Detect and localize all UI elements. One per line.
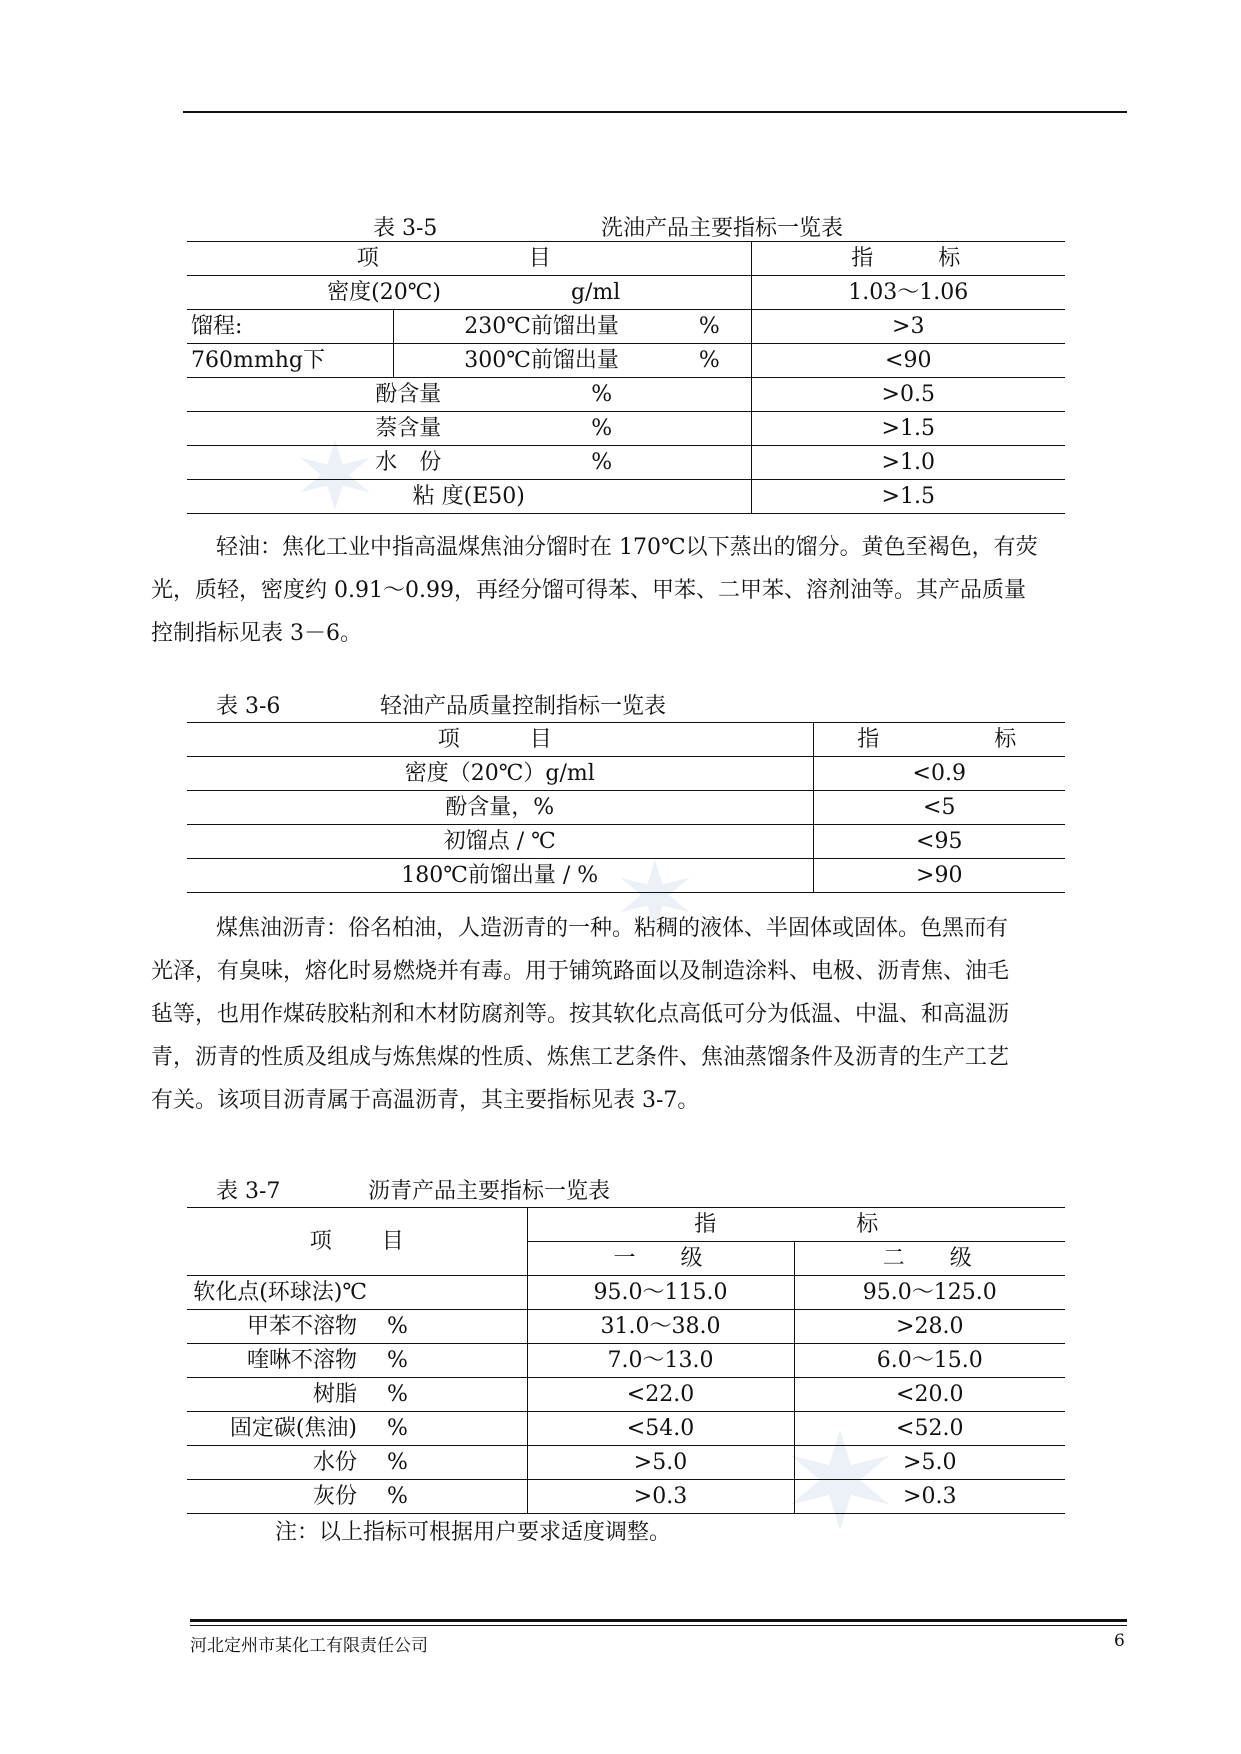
row-label: 软化点(环球法)℃ — [193, 1280, 367, 1305]
paragraph-light-oil — [151, 526, 1125, 655]
header-index: 指 标 — [527, 1208, 1065, 1242]
cell-value: 95.0～115.0 — [527, 1276, 794, 1310]
row-label: 树脂 — [312, 1382, 357, 1407]
table-number: 表 3-5 — [373, 216, 438, 241]
cell-value: >1.5 — [881, 416, 935, 441]
row-unit: % — [367, 1446, 527, 1480]
header-item: 项 目 — [187, 723, 813, 757]
text-line: 青，沥青的性质及组成与炼焦煤的性质、炼焦工艺条件、焦油蒸馏条件及沥青的生产工艺 — [151, 1045, 1010, 1070]
row-unit: % — [367, 1344, 527, 1378]
table-row: 萘含量 % — [187, 412, 751, 446]
header-index: 指 标 — [851, 246, 961, 271]
cell-value: 6.0～15.0 — [876, 1348, 983, 1373]
table-number: 表 3-6 — [216, 694, 281, 719]
cell-value: >0.3 — [903, 1484, 957, 1509]
header-grade-1: 一 级 — [527, 1242, 794, 1276]
table-row: 密度(20℃) g/ml — [187, 276, 751, 310]
cell-value: >0.5 — [881, 382, 935, 407]
header-item: 项 目 — [187, 1208, 527, 1276]
cell-value: <52.0 — [896, 1416, 964, 1441]
cell-value: 7.0～13.0 — [527, 1344, 794, 1378]
paragraph-pitch — [151, 907, 1125, 1122]
text-line: 控制指标见表 3－6。 — [151, 621, 362, 646]
table-title: 沥青产品主要指标一览表 — [368, 1179, 611, 1204]
text-line: 轻油：焦化工业中指高温煤焦油分馏时在 170℃以下蒸出的馏分。黄色至褐色，有荧 — [216, 535, 1038, 560]
text-line: 煤焦油沥青：俗名柏油，人造沥青的一种。粘稠的液体、半固体或固体。色黑而有 — [216, 916, 1009, 941]
cell-value: >5.0 — [903, 1450, 957, 1475]
text-line: 毡等，也用作煤砖胶粘剂和木材防腐剂等。按其软化点高低可分为低温、中温、和高温沥 — [151, 1002, 1010, 1027]
table-number: 表 3-7 — [216, 1179, 281, 1204]
cell-value: <0.9 — [912, 761, 966, 786]
page-number: 6 — [1114, 1631, 1125, 1651]
table-title: 轻油产品质量控制指标一览表 — [380, 694, 667, 719]
header-item: 项 目 — [187, 242, 751, 276]
header-rule — [183, 111, 1127, 113]
footer-rule — [190, 1619, 1127, 1622]
row-unit: % — [367, 1480, 527, 1514]
table-3-6 — [187, 722, 1065, 893]
table-row: 水 份 % — [187, 446, 751, 480]
row-unit — [367, 1276, 527, 1310]
header-index: 指 标 — [857, 727, 1017, 752]
row-unit: % — [367, 1378, 527, 1412]
table-row: 酚含量，% — [187, 791, 813, 825]
cell-value: <20.0 — [896, 1382, 964, 1407]
table-note: 注：以上指标可根据用户要求适度调整。 — [275, 1520, 672, 1545]
cell-value: >90 — [916, 863, 963, 888]
cell-value: 31.0～38.0 — [527, 1310, 794, 1344]
row-label: 固定碳(焦油) — [229, 1416, 357, 1441]
header-grade-2: 二 级 — [882, 1246, 972, 1271]
cell-value: <95 — [916, 829, 963, 854]
cell-value: 1.03～1.06 — [848, 280, 969, 305]
cell-value: <22.0 — [527, 1378, 794, 1412]
cell-value: 95.0～125.0 — [862, 1280, 997, 1305]
distillation-label: 馏程: — [187, 310, 393, 344]
cell-value: >1.5 — [881, 484, 935, 509]
cell-value: >1.0 — [881, 450, 935, 475]
cell-value: >3 — [892, 314, 925, 339]
table-title: 洗油产品主要指标一览表 — [601, 216, 844, 241]
table-3-5 — [187, 241, 1065, 514]
distillation-label: 760mmhg下 — [187, 344, 393, 378]
row-unit: % — [367, 1310, 527, 1344]
row-label: 水份 — [312, 1450, 357, 1475]
text-line: 光，质轻，密度约 0.91～0.99，再经分馏可得苯、甲苯、二甲苯、溶剂油等。其产品质量 — [151, 578, 1026, 603]
cell-value: >28.0 — [896, 1314, 964, 1339]
table-row: 粘 度(E50) — [187, 480, 751, 514]
row-label: 喹啉不溶物 — [246, 1348, 357, 1373]
footer-rule — [190, 1625, 1127, 1626]
cell-value: <5 — [923, 795, 956, 820]
cell-value: <90 — [751, 344, 1065, 378]
row-label: 灰份 — [312, 1484, 357, 1509]
table-row: 初馏点 / ℃ — [187, 825, 813, 859]
table-row: 300℃前馏出量 % — [393, 344, 751, 378]
text-line: 光泽，有臭味，熔化时易燃烧并有毒。用于铺筑路面以及制造涂料、电极、沥青焦、油毛 — [151, 959, 1010, 984]
table-row: 密度（20℃）g/ml — [187, 757, 813, 791]
table-row: 230℃前馏出量 % — [393, 310, 751, 344]
cell-value: >5.0 — [527, 1446, 794, 1480]
cell-value: <54.0 — [527, 1412, 794, 1446]
cell-value: >0.3 — [527, 1480, 794, 1514]
table-row: 酚含量 % — [187, 378, 751, 412]
table-3-7 — [187, 1207, 1065, 1514]
text-line: 有关。该项目沥青属于高温沥青，其主要指标见表 3-7。 — [151, 1088, 700, 1113]
row-label: 甲苯不溶物 — [246, 1314, 357, 1339]
row-unit: % — [367, 1412, 527, 1446]
table-row: 180℃前馏出量 / % — [187, 859, 813, 893]
footer-company: 河北定州市某化工有限责任公司 — [190, 1636, 428, 1656]
